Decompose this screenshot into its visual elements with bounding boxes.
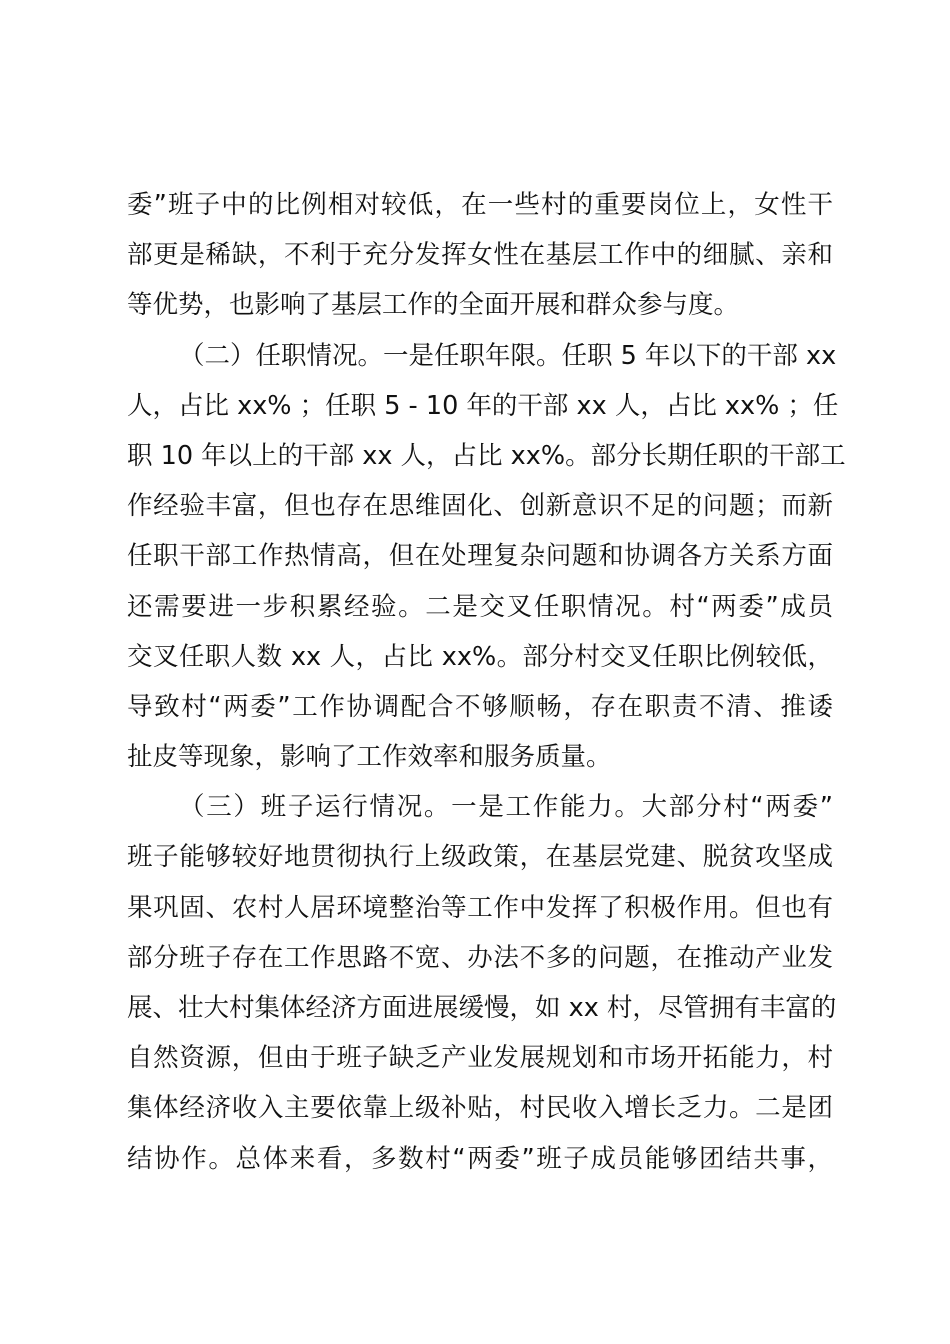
document-body	[127, 180, 846, 1184]
paragraph-2	[127, 331, 846, 783]
text-line: 结协作。总体来看，多数村“两委”班子成员能够团结共事，	[127, 1143, 833, 1174]
paragraph-3	[127, 782, 837, 1184]
text-line: 交叉任职人数 xx 人，占比 xx%。部分村交叉任职比例较低，	[127, 641, 833, 672]
text-line: 展、壮大村集体经济方面进展缓慢，如 xx 村，尽管拥有丰富的	[127, 993, 837, 1023]
text-line: 作经验丰富，但也存在思维固化、创新意识不足的问题；而新	[127, 491, 833, 522]
text-line: 班子能够较好地贯彻执行上级政策，在基层党建、脱贫攻坚成	[127, 842, 833, 873]
text-line: 任职干部工作热情高，但在处理复杂问题和协调各方关系方面	[127, 541, 833, 572]
text-line: 导致村“两委”工作协调配合不够顺畅，存在职责不清、推诿	[127, 691, 833, 722]
text-line: 扯皮等现象，影响了工作效率和服务质量。	[127, 742, 612, 773]
text-line: （三）班子运行情况。一是工作能力。大部分村“两委”	[179, 792, 833, 823]
text-line: 部分班子存在工作思路不宽、办法不多的问题，在推动产业发	[127, 942, 833, 973]
text-line: 部更是稀缺，不利于充分发挥女性在基层工作中的细腻、亲和	[127, 240, 833, 271]
paragraph-1	[127, 180, 833, 331]
text-line: 果巩固、农村人居环境整治等工作中发挥了积极作用。但也有	[127, 892, 833, 923]
text-line: 人，占比 xx% ；任职 5 - 10 年的干部 xx 人，占比 xx% ；任	[127, 390, 839, 421]
text-line: 还需要进一步积累经验。二是交叉任职情况。村“两委”成员	[127, 591, 833, 622]
text-line: 集体经济收入主要依靠上级补贴，村民收入增长乏力。二是团	[127, 1093, 833, 1124]
text-line: 委”班子中的比例相对较低，在一些村的重要岗位上，女性干	[127, 190, 833, 220]
text-line: 职 10 年以上的干部 xx 人，占比 xx%。部分长期任职的干部工	[127, 440, 846, 471]
text-line: （二）任职情况。一是任职年限。任职 5 年以下的干部 xx	[179, 340, 837, 371]
text-line: 等优势，也影响了基层工作的全面开展和群众参与度。	[127, 290, 740, 321]
text-line: 自然资源，但由于班子缺乏产业发展规划和市场开拓能力，村	[127, 1043, 833, 1074]
